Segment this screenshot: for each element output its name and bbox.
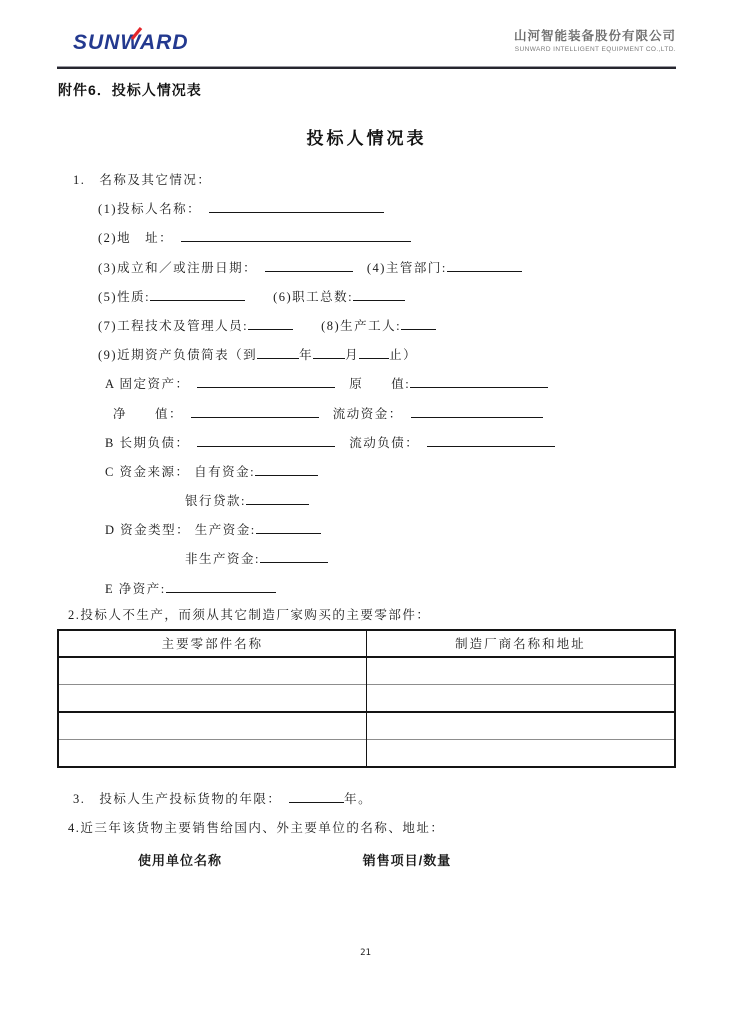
parts-table-cell (366, 684, 675, 712)
parts-table-cell (366, 712, 675, 740)
form-area (68, 166, 676, 604)
form-text: 年。 (344, 791, 373, 806)
form-text: (3)成立和／或注册日期： (98, 260, 251, 275)
blank-line (191, 405, 319, 418)
blank-line (359, 346, 389, 359)
blank-line (410, 375, 548, 388)
usage-unit-label: 使用单位名称 (138, 852, 223, 868)
company-name-cn: 山河智能装备股份有限公司 (513, 29, 676, 43)
form-text: (6)职工总数: (245, 289, 354, 304)
form-text: 年 (299, 348, 314, 363)
blank-line (248, 317, 293, 330)
form-text: (1)投标人名称： (98, 202, 195, 217)
blank-line (197, 375, 335, 388)
parts-table-header-component: 主要零部件名称 (58, 630, 366, 657)
form-content (68, 166, 676, 875)
parts-table-row (58, 684, 675, 712)
blank-line (260, 550, 328, 563)
sunward-logo (73, 31, 189, 55)
parts-table-row (58, 712, 675, 740)
form-line (68, 370, 676, 399)
blank-line (209, 200, 384, 213)
form-text: (4)主管部门: (352, 260, 447, 275)
form-text: (7)工程技术及管理人员: (98, 318, 249, 333)
item3-line (68, 785, 676, 814)
parts-table-cell (366, 657, 675, 685)
form-text (251, 261, 265, 275)
form-text: (9)近期资产负债简表（到 (98, 348, 258, 363)
parts-table-cell (58, 657, 366, 685)
form-line (68, 254, 676, 283)
blank-line (257, 346, 299, 359)
form-text: C 资金来源： 自有资金: (105, 464, 256, 479)
usage-labels-row (68, 846, 676, 875)
form-line (68, 400, 676, 429)
form-text: 止） (389, 348, 418, 363)
blank-line (411, 405, 543, 418)
form-text: A 固定资产： (105, 377, 184, 392)
form-text: B 长期负债： (105, 435, 184, 450)
form-line (68, 545, 676, 574)
form-text: E 净资产: (105, 581, 166, 596)
blank-line (181, 229, 411, 242)
company-name-en: SUNWARD INTELLIGENT EQUIPMENT CO.,LTD. (514, 46, 676, 53)
form-text (183, 377, 197, 391)
form-text: (8)生产工人: (293, 318, 402, 333)
form-text: 流动资金： (318, 406, 397, 421)
form-text: (5)性质: (98, 289, 151, 304)
form-text (413, 436, 427, 450)
parts-table-head (58, 630, 675, 657)
blank-line (289, 790, 344, 803)
blank-line (353, 288, 405, 301)
page-title: 投标人情况表 (306, 129, 427, 148)
form-line (68, 195, 676, 224)
form-text: 1. 名称及其它情况： (73, 173, 212, 187)
form-line (68, 312, 676, 341)
form-line (68, 283, 676, 312)
form-text: 原 值: (335, 377, 411, 392)
form-text: 流动负债： (335, 435, 413, 450)
parts-table-header-row (58, 630, 675, 657)
item4-line: 4.近三年该货物主要销售给国内、外主要单位的名称、地址： (68, 820, 445, 835)
blank-line (313, 346, 345, 359)
form-text: 净 值： (113, 406, 177, 421)
form-line (68, 487, 676, 516)
form-line (68, 575, 676, 604)
blank-line (427, 434, 555, 447)
form-line (68, 341, 676, 370)
blank-line (265, 259, 353, 272)
blank-line (197, 434, 335, 447)
form-text (195, 202, 209, 216)
parts-table-cell (58, 684, 366, 712)
parts-table-cell (58, 712, 366, 740)
form-text (275, 792, 289, 806)
form-text (167, 231, 181, 245)
parts-table-row (58, 657, 675, 685)
form-text (397, 407, 411, 421)
blank-line (401, 317, 436, 330)
page-number: 21 (360, 948, 371, 958)
parts-table-row (58, 739, 675, 767)
sales-item-label: 销售项目/数量 (362, 852, 452, 868)
form-text: 非生产资金: (185, 552, 260, 567)
logo-red-accent-icon (131, 23, 145, 37)
parts-table-header-manufacturer: 制造厂商名称和地址 (366, 630, 675, 657)
form-text: 3. 投标人生产投标货物的年限： (73, 791, 276, 806)
parts-intro: 2.投标人不生产，而须从其它制造厂家购买的主要零部件： (68, 607, 431, 622)
blank-line (166, 580, 276, 593)
form-text: (2)地 址： (98, 231, 167, 246)
form-line (68, 458, 676, 487)
form-line (68, 429, 676, 458)
blank-line (256, 521, 321, 534)
form-text (183, 436, 197, 450)
blank-line (150, 288, 245, 301)
form-line (68, 224, 676, 253)
blank-line (246, 492, 309, 505)
parts-table-cell (58, 739, 366, 767)
parts-table (57, 629, 676, 768)
form-line (68, 516, 676, 545)
attachment-heading: 附件6．投标人情况表 (58, 82, 202, 98)
blank-line (255, 463, 318, 476)
sunward-logo-text: SUNWARD (73, 31, 189, 54)
page-header (57, 18, 676, 66)
company-name-block (514, 26, 676, 53)
form-line (68, 166, 676, 195)
parts-table-body (58, 657, 675, 767)
blank-line (447, 259, 522, 272)
form-text: 银行贷款: (185, 494, 246, 509)
form-text: 月 (345, 348, 360, 363)
form-text: D 资金类型： 生产资金: (105, 523, 256, 538)
form-text (177, 407, 191, 421)
parts-table-cell (366, 739, 675, 767)
header-rule (57, 66, 676, 69)
